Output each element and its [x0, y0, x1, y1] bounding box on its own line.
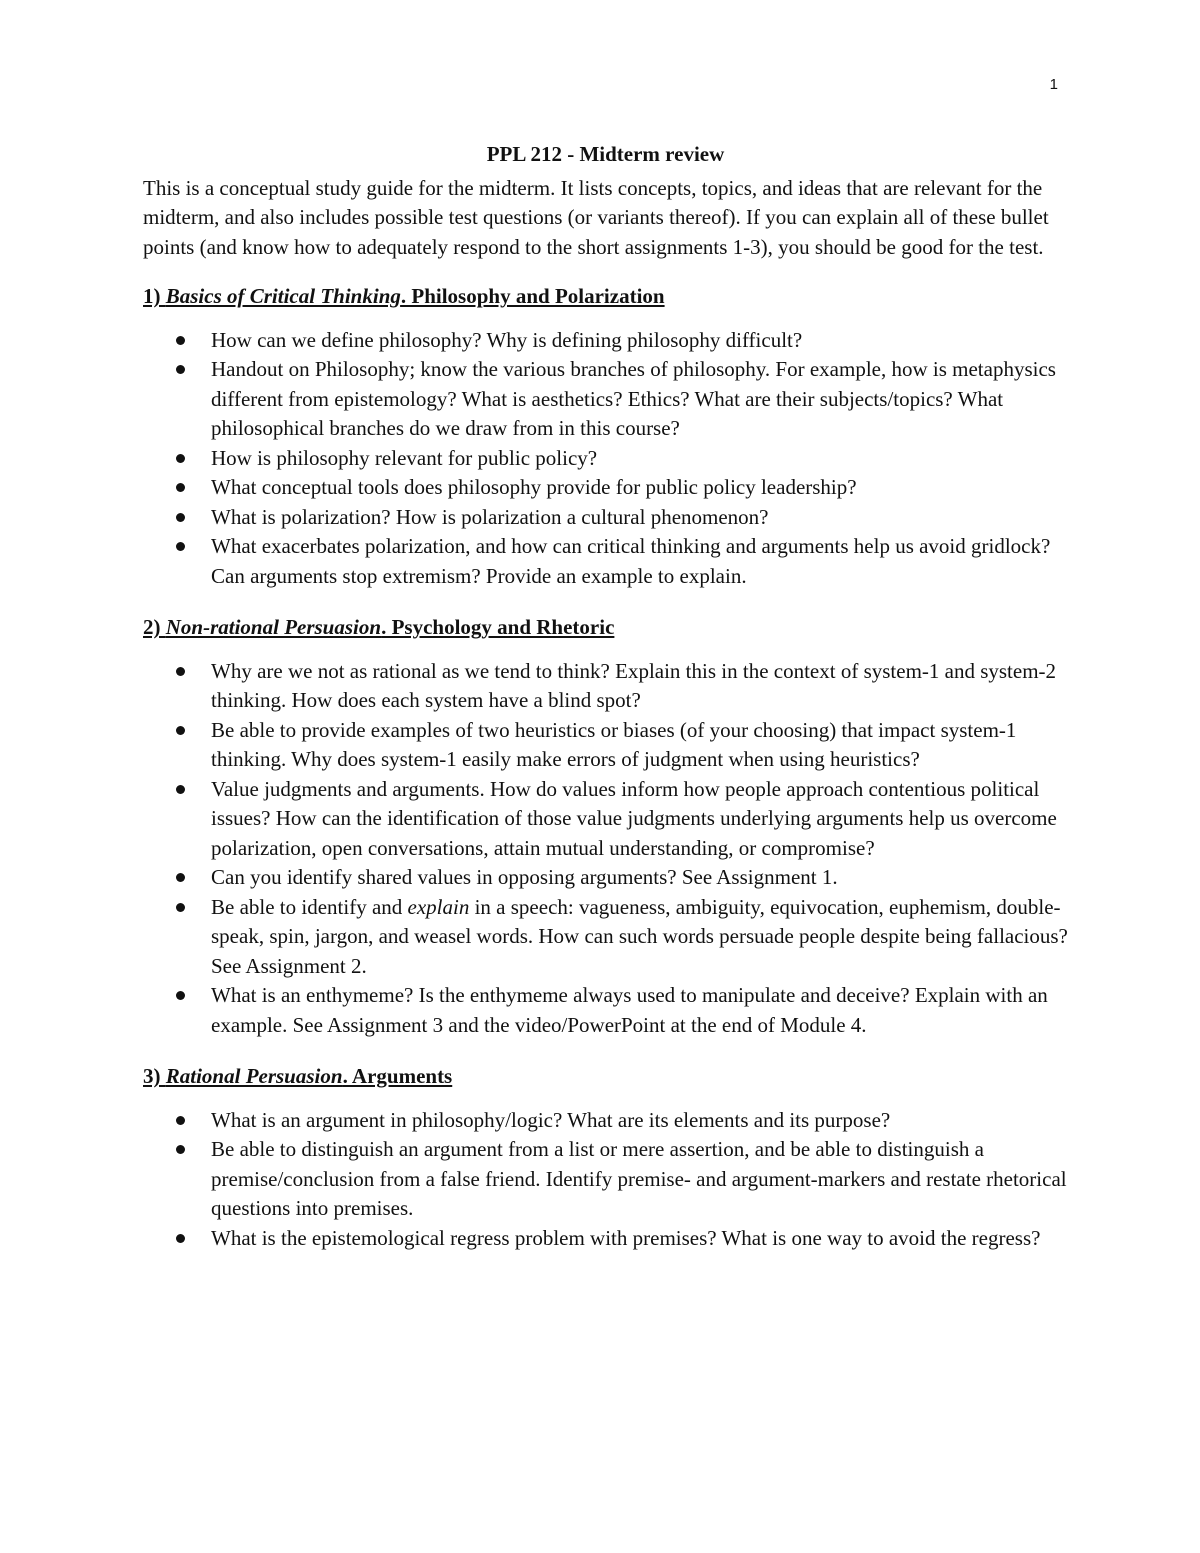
list-item [143, 503, 1068, 533]
bullet-icon [176, 667, 185, 676]
bullet-icon [176, 513, 185, 522]
list-item-text: Can you identify shared values in opposing arguments? See Assignment 1. [211, 865, 838, 889]
list-item-text: Handout on Philosophy; know the various branches of philosophy. For example, how is metaphysics different from epistemology? What is aesthetics? Ethics? What are their subjects/topics? What philosophical branches do we draw from in this course? [211, 357, 1056, 440]
bullet-icon [176, 365, 185, 374]
list-item [143, 326, 1068, 356]
list-item-text: in a speech: vagueness, ambiguity, equivocation, euphemism, double-speak, spin, jargon, and weasel words. How can such words persuade people despite being fallacious? See Assignment 2. [211, 894, 1068, 978]
section-2 [143, 613, 1068, 1040]
bullet-icon [176, 991, 185, 1000]
section-title-rest: . Arguments [342, 1064, 453, 1088]
section-heading [143, 282, 1068, 312]
bullet-list [143, 326, 1068, 592]
bullet-icon [176, 1116, 185, 1125]
list-item-text: Be able to provide examples of two heuristics or biases (of your choosing) that impact system-1 thinking. Why does system-1 easily make errors of judgment when using heuristics? [211, 717, 1017, 771]
list-item [143, 1106, 1068, 1136]
bullet-icon [176, 1145, 185, 1154]
section-number: 2) [143, 615, 161, 639]
list-item-text: What exacerbates polarization, and how can critical thinking and arguments help us avoid gridlock? Can arguments stop extremism? Provide an example to explain. [211, 534, 1051, 588]
bullet-icon [176, 903, 185, 912]
section-title-italic: Rational Persuasion [165, 1064, 343, 1088]
page-number: 1 [1049, 76, 1058, 93]
list-item [143, 981, 1068, 1040]
list-item [143, 473, 1068, 503]
list-item [143, 775, 1068, 864]
list-item-text: How is philosophy relevant for public policy? [211, 445, 598, 470]
list-item [143, 893, 1068, 982]
list-item [143, 657, 1068, 716]
list-item [143, 863, 1068, 893]
section-heading [143, 1062, 1068, 1092]
section-number: 3) [143, 1064, 161, 1088]
emphasized-word: explain [407, 894, 470, 919]
list-item-text: What is polarization? How is polarization a cultural phenomenon? [211, 504, 769, 529]
list-item-text: Value judgments and arguments. How do values inform how people approach contentious political issues? How can the identification of those value judgments underlying arguments help us overcome polarization, open conversations, attain mutual understanding, or compromise? [211, 776, 1057, 860]
bullet-icon [176, 336, 185, 345]
document-body [143, 140, 1068, 1275]
list-item-text: Be able to distinguish an argument from a list or mere assertion, and be able to distinguish a premise/conclusion from a false friend. Identify premise- and argument-markers and restate rhetorical questions into premises. [211, 1137, 1067, 1220]
list-item [143, 1224, 1068, 1254]
list-item-text: What is an argument in philosophy/logic? What are its elements and its purpose? [211, 1107, 891, 1132]
list-item [143, 444, 1068, 474]
list-item [143, 1135, 1068, 1224]
bullet-icon [176, 1234, 185, 1243]
list-item-text: Be able to identify and [211, 894, 408, 919]
bullet-list [143, 1106, 1068, 1254]
bullet-icon [176, 873, 185, 882]
section-3 [143, 1062, 1068, 1253]
list-item [143, 716, 1068, 775]
section-title-italic: Non-rational Persuasion [165, 615, 382, 639]
section-number: 1) [143, 284, 161, 308]
section-title-italic: Basics of Critical Thinking [165, 284, 401, 308]
bullet-icon [176, 542, 185, 551]
bullet-list [143, 657, 1068, 1041]
bullet-icon [176, 454, 185, 463]
intro-paragraph: This is a conceptual study guide for the midterm. It lists concepts, topics, and ideas that are relevant for the midterm, and also includes possible test questions (or variants thereof). If you can explain all of these bullet points (and know how to adequately respond to the short assignments 1-3), you should be good for the test. [143, 175, 1049, 259]
section-title-rest: . Philosophy and Polarization [400, 284, 665, 308]
bullet-icon [176, 483, 185, 492]
list-item-text: What conceptual tools does philosophy provide for public policy leadership? [211, 475, 857, 499]
section-title-rest: . Psychology and Rhetoric [381, 615, 615, 639]
section-heading [143, 613, 1068, 643]
document-title: PPL 212 - Midterm review [486, 142, 725, 166]
bullet-icon [176, 785, 185, 794]
list-item [143, 355, 1068, 444]
list-item-text: Why are we not as rational as we tend to think? Explain this in the context of system-1 and system-2 thinking. How does each system have a blind spot? [211, 658, 1057, 712]
section-1 [143, 282, 1068, 591]
bullet-icon [176, 726, 185, 735]
list-item [143, 532, 1068, 591]
list-item-text: What is the epistemological regress problem with premises? What is one way to avoid the regress? [211, 1225, 1041, 1250]
list-item-text: How can we define philosophy? Why is defining philosophy difficult? [211, 327, 803, 352]
list-item-text: What is an enthymeme? Is the enthymeme always used to manipulate and deceive? Explain with an example. See Assignment 3 and the video/PowerPoint at the end of Module 4. [211, 983, 1048, 1037]
